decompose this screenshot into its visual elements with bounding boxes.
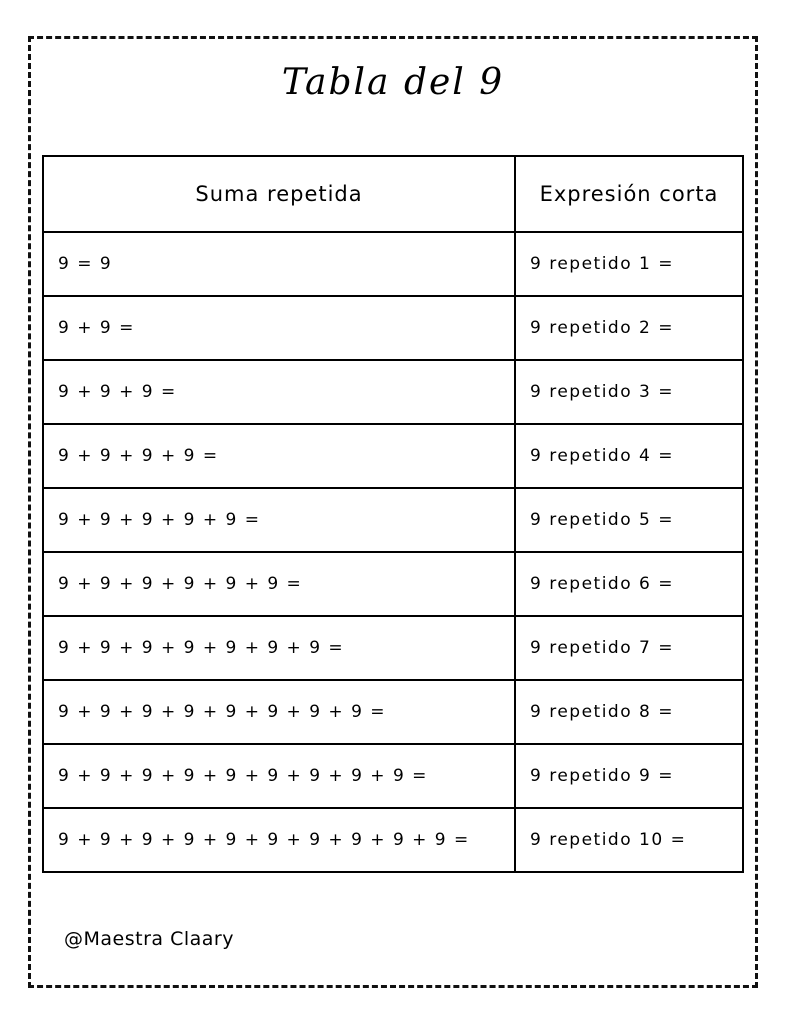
table-row [43,552,743,616]
table-row [43,488,743,552]
cell-expresion-corta: 9 repetido 10 = [515,808,743,872]
multiplication-table-container [42,155,742,873]
multiplication-table [42,155,744,873]
page-title: Tabla del 9 [281,62,505,103]
cell-suma-repetida: 9 + 9 + 9 + 9 = [43,424,515,488]
cell-expresion-corta: 9 repetido 9 = [515,744,743,808]
cell-expresion-corta: 9 repetido 3 = [515,360,743,424]
cell-suma-repetida: 9 + 9 + 9 + 9 + 9 + 9 + 9 + 9 + 9 = [43,744,515,808]
cell-expresion-corta: 9 repetido 4 = [515,424,743,488]
cell-expresion-corta: 9 repetido 2 = [515,296,743,360]
cell-suma-repetida: 9 + 9 + 9 = [43,360,515,424]
table-row [43,616,743,680]
column-header-suma-repetida: Suma repetida [43,156,515,232]
table-row [43,360,743,424]
table-header-row [43,156,743,232]
table-row [43,424,743,488]
table-row [43,744,743,808]
column-header-expresion-corta: Expresión corta [515,156,743,232]
cell-suma-repetida: 9 + 9 + 9 + 9 + 9 + 9 + 9 = [43,616,515,680]
cell-expresion-corta: 9 repetido 8 = [515,680,743,744]
table-row [43,808,743,872]
cell-suma-repetida: 9 + 9 + 9 + 9 + 9 + 9 = [43,552,515,616]
table-row [43,232,743,296]
table-row [43,296,743,360]
cell-suma-repetida: 9 + 9 + 9 + 9 + 9 + 9 + 9 + 9 = [43,680,515,744]
author-credit: @Maestra Claary [64,928,234,950]
cell-expresion-corta: 9 repetido 1 = [515,232,743,296]
table-row [43,680,743,744]
cell-suma-repetida: 9 + 9 = [43,296,515,360]
cell-expresion-corta: 9 repetido 6 = [515,552,743,616]
cell-suma-repetida: 9 + 9 + 9 + 9 + 9 = [43,488,515,552]
cell-suma-repetida: 9 + 9 + 9 + 9 + 9 + 9 + 9 + 9 + 9 + 9 = [43,808,515,872]
cell-expresion-corta: 9 repetido 7 = [515,616,743,680]
cell-expresion-corta: 9 repetido 5 = [515,488,743,552]
cell-suma-repetida: 9 = 9 [43,232,515,296]
